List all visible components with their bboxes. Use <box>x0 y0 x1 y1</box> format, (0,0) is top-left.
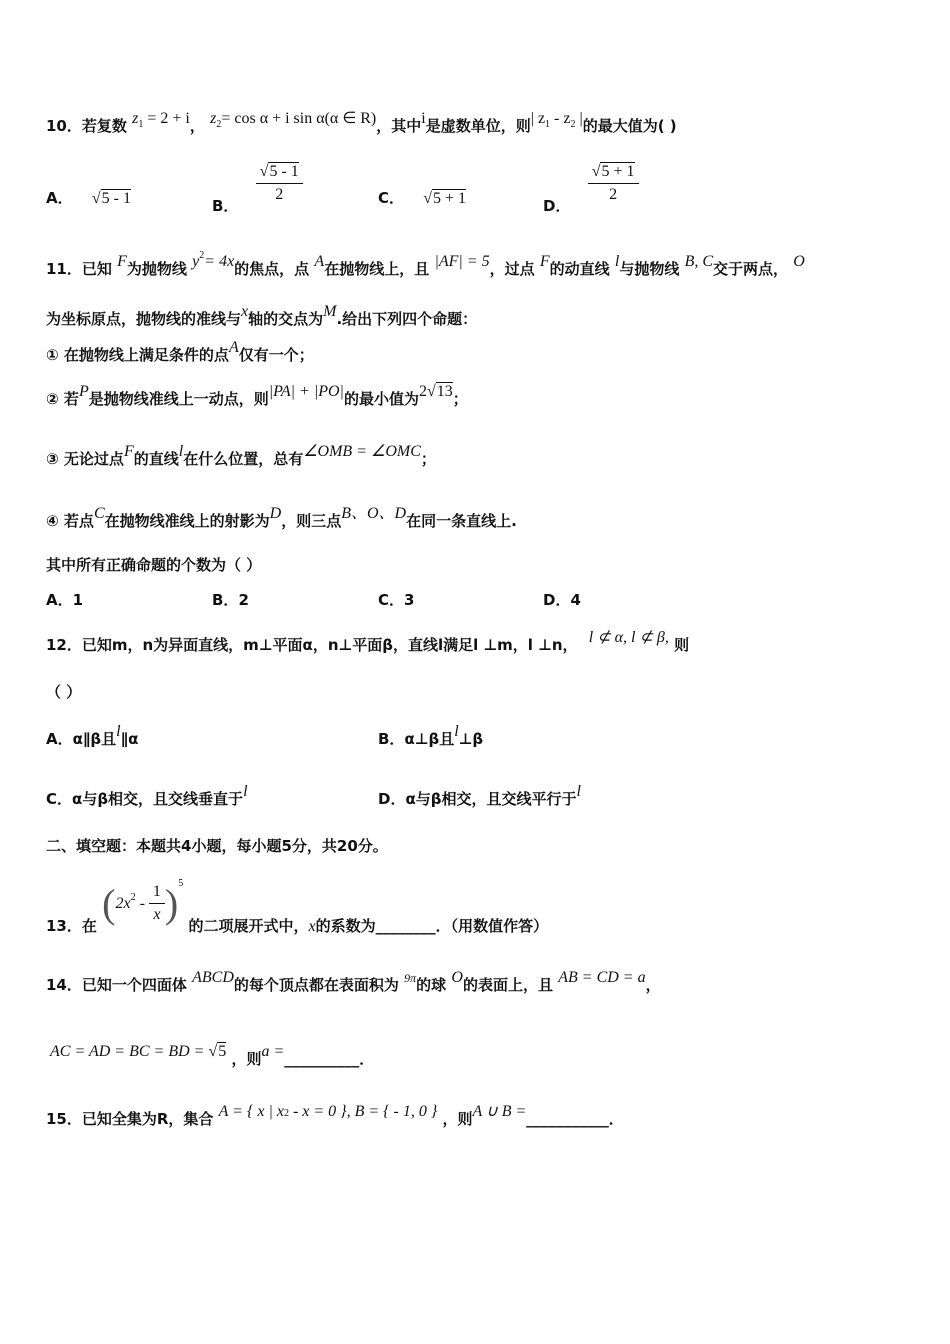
q10-option-b[interactable]: B． $\frac{√5 - 1}{2}$ <box>212 163 303 204</box>
q14-line2: AC = AD = BC = BD = √5 ，则a =__________． <box>50 1043 375 1068</box>
q10-option-d[interactable]: D． $\frac{√5 + 1}{2}$ <box>543 163 639 204</box>
q10-z1: $z_1 = 2 + i$ <box>132 110 190 130</box>
q11-option-c[interactable]: C．3 <box>378 591 415 609</box>
q11-parabola: $y^2= 4x$ <box>192 250 235 270</box>
q12-paren: （ ） <box>46 683 82 701</box>
q11-option-a[interactable]: A．1 <box>46 591 84 609</box>
section-heading: 二、填空题：本题共4小题，每小题5分，共20分。 <box>46 837 388 855</box>
q11-line2: 为坐标原点，抛物线的准线与x轴的交点为M.给出下列四个命题： <box>46 303 478 328</box>
q11-option-b[interactable]: B．2 <box>212 591 249 609</box>
q10-modulus: | $z_1 - z_2$ | <box>530 110 583 130</box>
q12-option-b[interactable]: B．α⊥β且l⊥β <box>378 723 484 748</box>
q14-stem: 14．已知一个四面体 ABCD的每个顶点都在表面积为 $^{9\pi}$的球 O的表面上，且 AB = CD = a， <box>46 969 661 994</box>
q11-option-d[interactable]: D．4 <box>543 591 581 609</box>
q11-proposition-4: ④ 若点C在抛物线准线上的射影为D，则三点B、O、D在同一条直线上. <box>46 505 517 530</box>
q15-stem: 15．已知全集为R，集合 A = { x | $x^2 - x = 0$ }, B = { - 1, 0 } ，则A ∪ B =___________． <box>46 1103 624 1128</box>
q11-proposition-3: ③ 无论过点F的直线l在什么位置，总有∠OMB = ∠OMC； <box>46 443 436 468</box>
q12-option-a[interactable]: A．α∥β且l∥α <box>46 723 139 748</box>
q12-option-c[interactable]: C．α与β相交，且交线垂直于l <box>46 783 248 808</box>
q12-option-d[interactable]: D．α与β相交，且交线平行于l <box>378 783 581 808</box>
q11-question: 其中所有正确命题的个数为（ ） <box>46 556 262 574</box>
q11-proposition-2: ② 若P是抛物线准线上一动点，则|PA| + |PO|的最小值为2√13； <box>46 383 468 408</box>
q10-option-c[interactable]: C． √5 + 1 <box>378 189 467 207</box>
q10-z2: $z_2= \cos \alpha + i$ sin α(α ∈ R) <box>210 110 377 130</box>
q12-stem: 12．已知m，n为异面直线，m⊥平面α，n⊥平面β，直线l满足l ⊥m，l ⊥n， l ⊄ α, l ⊄ β, 则 <box>46 629 690 654</box>
q11-stem: 11．已知 F为抛物线 $y^2= 4x$的焦点，点 A在抛物线上，且 |AF| = 5，过点 F的动直线 l与抛物线 B, C交于两点， O <box>46 250 805 278</box>
q10-stem: 10．若复数 $z_1 = 2 + i$， $z_2= \cos \alpha + i$ sin α(α ∈ R)，其中i是虚数单位，则| $z_1 - z_2$ |的最大值为( ) <box>46 110 677 135</box>
q10-option-a[interactable]: A． √5 - 1 <box>46 189 131 207</box>
q11-proposition-1: ① 在抛物线上满足条件的点A仅有一个； <box>46 339 314 364</box>
q13-stem: 13．在 ($2x^2$ - $\frac{1}{x}$ )$^5$ 的二项展开式中，x的系数为________．（用数值作答） <box>46 878 549 935</box>
q13-expression: ($2x^2$ - $\frac{1}{x}$ )$^5$ <box>102 878 184 926</box>
